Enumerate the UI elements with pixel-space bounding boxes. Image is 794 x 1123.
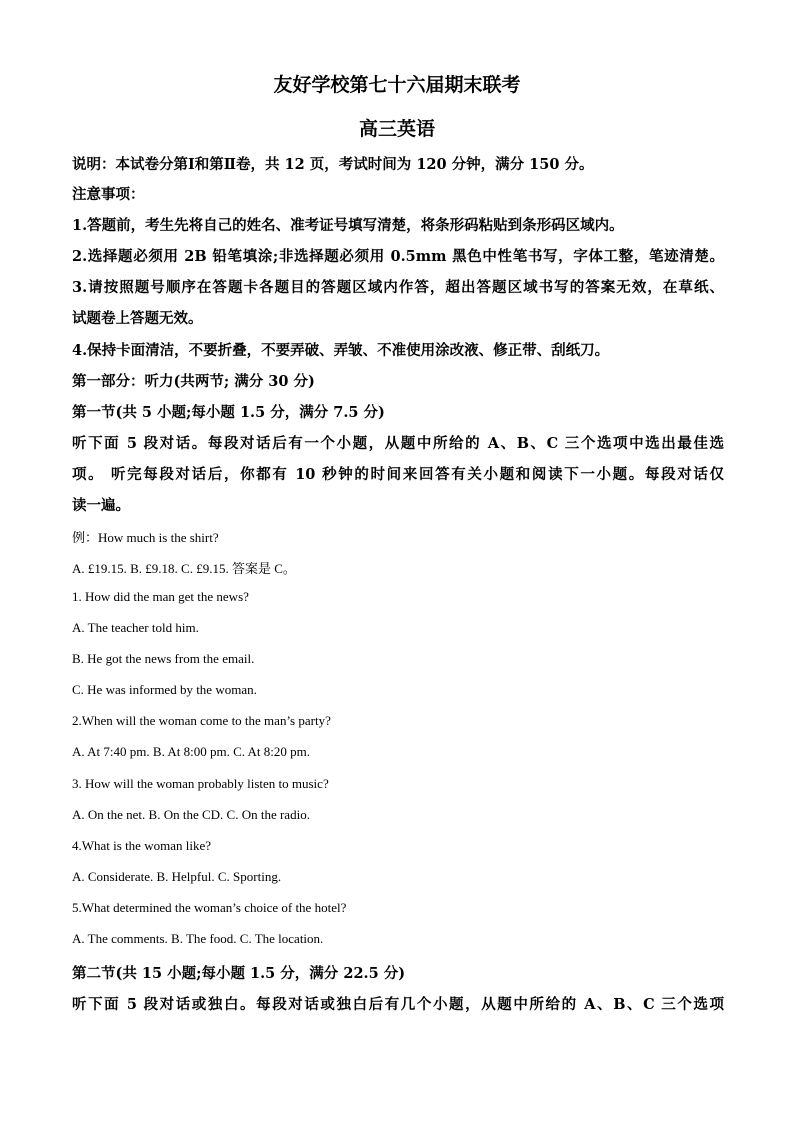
note-4: 4.保持卡面清洁，不要折叠，不要弄破、弄皱、不准使用涂改液、修正带、刮纸刀。	[72, 342, 610, 359]
question-3-options: A. On the net. B. On the CD. C. On the radio.	[72, 807, 310, 822]
example-question: 例：How much is the shirt?	[72, 530, 219, 545]
note-2: 2.选择题必须用 2B 铅笔填涂;非选择题必须用 0.5mm 黑色中性笔书写，字体工整，笔迹清楚。	[72, 248, 724, 265]
question-4-options: A. Considerate. B. Helpful. C. Sporting.	[72, 869, 282, 884]
note-3-line-2: 试题卷上答题无效。	[72, 310, 203, 327]
exam-subtitle: 高三英语	[358, 118, 435, 140]
question-2: 2.When will the woman come to the man’s party?	[72, 713, 331, 728]
question-1: 1. How did the man get the news?	[72, 589, 249, 604]
section1-directions-line-2: 项。 听完每段对话后，你都有 10 秒钟的时间来回答有关小题和阅读下一小题。每段对话仅	[72, 466, 724, 483]
section2-directions: 听下面 5 段对话或独白。每段对话或独白后有几个小题，从题中所给的 A、B、C 三个选项	[72, 996, 724, 1013]
section2-heading: 第二节(共 15 小题;每小题 1.5 分，满分 22.5 分)	[72, 965, 406, 982]
note-1: 1.答题前，考生先将自己的姓名、准考证号填写清楚，将条形码粘贴到条形码区域内。	[72, 217, 624, 234]
question-5-options: A. The comments. B. The food. C. The location.	[72, 931, 324, 946]
note-3-line-1: 3.请按照题号顺序在答题卡各题目的答题区域内作答，超出答题区域书写的答案无效，在草纸、	[72, 279, 724, 296]
instructions-intro: 说明：本试卷分第Ⅰ和第Ⅱ卷，共 12 页，考试时间为 120 分钟，满分 150 分。	[72, 156, 594, 173]
section1-directions-line-1: 听下面 5 段对话。每段对话后有一个小题，从题中所给的 A、B、C 三个选项中选出最佳选	[72, 435, 724, 452]
section1-directions-line-3: 读一遍。	[72, 497, 130, 514]
exam-title: 友好学校第七十六届期末联考	[273, 74, 521, 96]
notes-heading: 注意事项：	[72, 186, 145, 203]
question-1-option-c: C. He was informed by the woman.	[72, 682, 257, 697]
example-options: A. £19.15. B. £9.18. C. £9.15. 答案是 C。	[72, 561, 296, 576]
section1-heading: 第一节(共 5 小题;每小题 1.5 分，满分 7.5 分)	[72, 404, 385, 421]
question-5: 5.What determined the woman’s choice of the hotel?	[72, 900, 347, 915]
question-3: 3. How will the woman probably listen to music?	[72, 776, 329, 791]
question-1-option-b: B. He got the news from the email.	[72, 651, 255, 666]
question-1-option-a: A. The teacher told him.	[72, 620, 199, 635]
question-4: 4.What is the woman like?	[72, 838, 211, 853]
question-2-options: A. At 7:40 pm. B. At 8:00 pm. C. At 8:20 pm.	[72, 744, 310, 759]
part1-heading: 第一部分：听力(共两节; 满分 30 分)	[72, 373, 315, 390]
